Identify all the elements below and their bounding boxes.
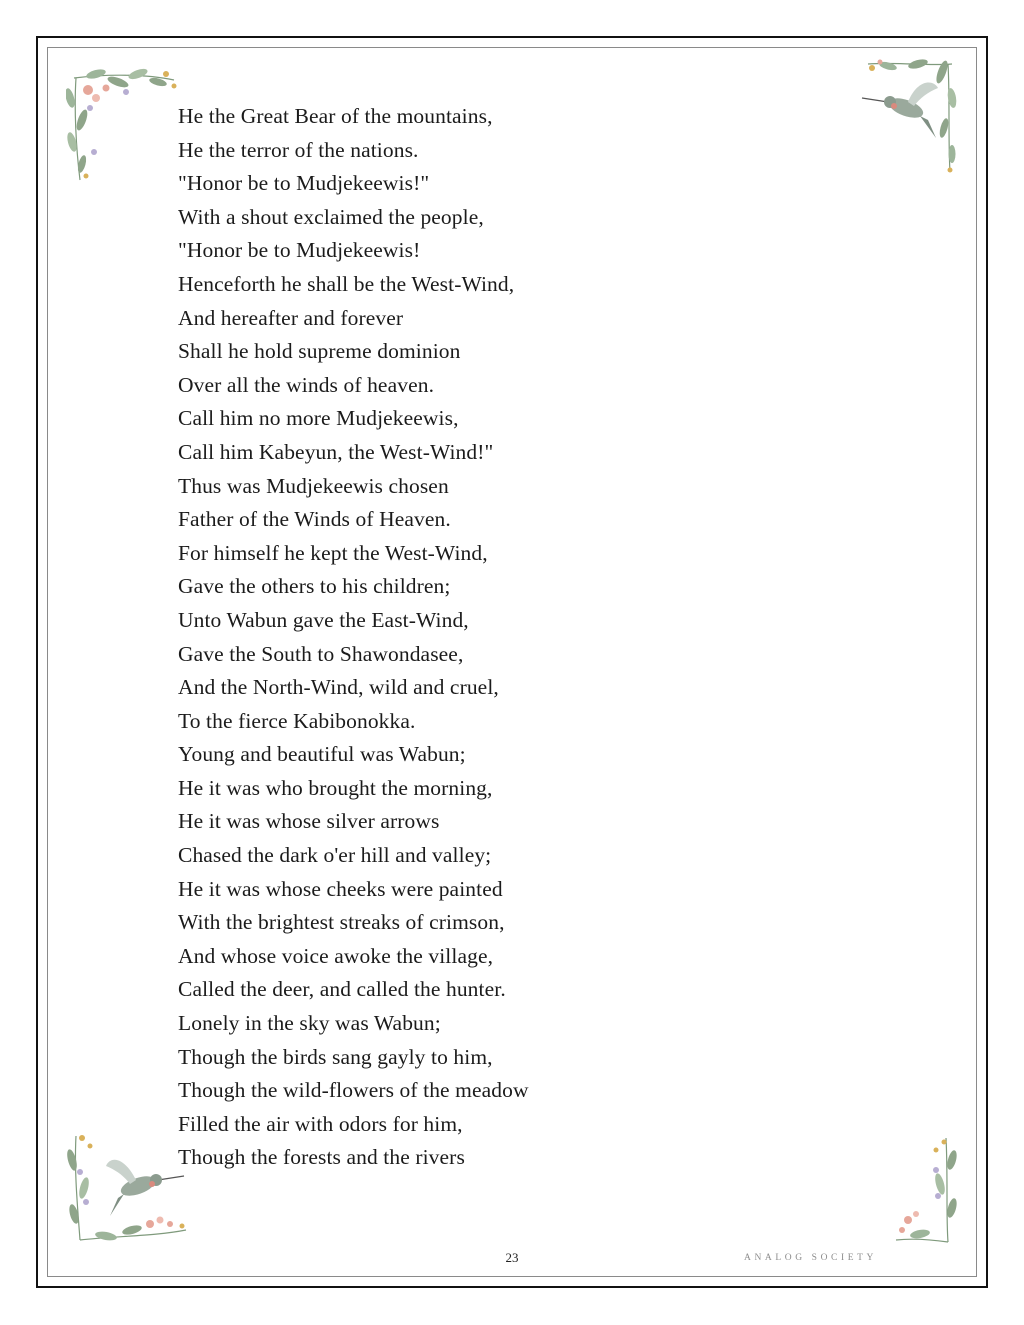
poem-text — [178, 100, 529, 1175]
poem-line: Thus was Mudjekeewis chosen — [178, 473, 449, 498]
poem-line: And whose voice awoke the village, — [178, 943, 494, 968]
floral-corner-icon — [890, 1136, 960, 1246]
floral-corner-icon — [66, 68, 181, 188]
poem-line: Father of the Winds of Heaven. — [178, 507, 451, 532]
poem-line: He the terror of the nations. — [178, 137, 419, 162]
poem-line: Though the birds sang gayly to him, — [178, 1044, 493, 1069]
poem-line: And hereafter and forever — [178, 305, 404, 330]
hummingbird-icon — [66, 1132, 191, 1247]
poem-line: Call him Kabeyun, the West-Wind!" — [178, 439, 494, 464]
poem-line: For himself he kept the West-Wind, — [178, 540, 488, 565]
poem-line: Young and beautiful was Wabun; — [178, 742, 466, 767]
poem-line: Called the deer, and called the hunter. — [178, 977, 506, 1002]
page-number: 23 — [505, 1250, 519, 1265]
poem-line: Shall he hold supreme dominion — [178, 339, 461, 364]
poem-line: Lonely in the sky was Wabun; — [178, 1011, 441, 1036]
brand-name: ANALOG SOCIETY — [744, 1253, 877, 1263]
poem-line: Filled the air with odors for him, — [178, 1111, 463, 1136]
poem-line: He it was who brought the morning, — [178, 775, 493, 800]
poem-line: Though the forests and the rivers — [178, 1145, 465, 1170]
poem-line: He it was whose cheeks were painted — [178, 876, 503, 901]
poem-line: "Honor be to Mudjekeewis!" — [178, 171, 430, 196]
poem-line: With the brightest streaks of crimson, — [178, 910, 505, 935]
poem-line: With a shout exclaimed the people, — [178, 204, 484, 229]
poem-line: He the Great Bear of the mountains, — [178, 104, 493, 128]
poem-line: Gave the South to Shawondasee, — [178, 641, 464, 666]
poem-line: To the fierce Kabibonokka. — [178, 708, 416, 733]
poem-line: Call him no more Mudjekeewis, — [178, 406, 459, 431]
poem-line: Over all the winds of heaven. — [178, 372, 435, 397]
poem-line: And the North-Wind, wild and cruel, — [178, 675, 499, 700]
poem-line: "Honor be to Mudjekeewis! — [178, 238, 421, 263]
hummingbird-icon — [858, 58, 958, 176]
poem-line: Henceforth he shall be the West-Wind, — [178, 271, 515, 296]
poem-line: Chased the dark o'er hill and valley; — [178, 843, 492, 868]
poem-line: Gave the others to his children; — [178, 574, 451, 599]
poem-line: Though the wild-flowers of the meadow — [178, 1078, 529, 1103]
poem-line: He it was whose silver arrows — [178, 809, 440, 834]
poem-line: Unto Wabun gave the East-Wind, — [178, 607, 469, 632]
